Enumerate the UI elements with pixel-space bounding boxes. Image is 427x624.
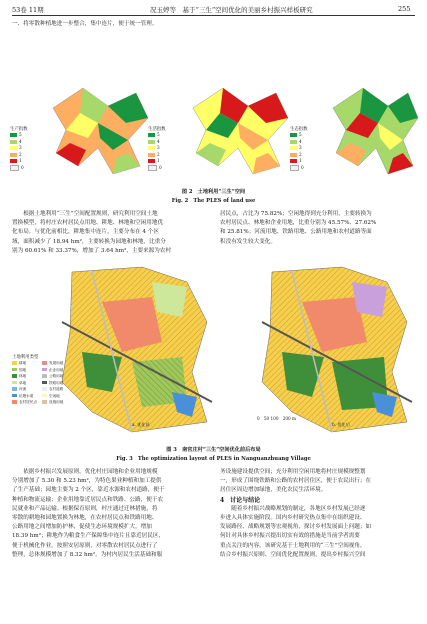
- text-line: 结合乡村振兴原则、空间优化配置规则，提出乡村振兴空间: [220, 551, 366, 558]
- text-line: 居住区周边增加绿地，美化农民生活环境。: [220, 487, 327, 494]
- legend-ecology: [290, 126, 308, 172]
- legend-item: [42, 393, 72, 399]
- legend-tick: 2: [299, 151, 302, 157]
- text-line: 步进入具体实施阶段。国内乡村研究热点集中在组织建设、: [220, 515, 366, 522]
- legend-item: [42, 373, 72, 379]
- legend-label: 企业用地: [49, 367, 64, 372]
- fig3-caption-en: Fig. 3 The optimization layout of PLES in Nanguanzhuang Village: [116, 456, 311, 462]
- legend-tick: 3: [299, 145, 302, 151]
- legend-swatch: [12, 394, 17, 398]
- text-line: 务设施建设提供空间；充分利用空闲用地将村庄规模规整划: [220, 469, 366, 475]
- figure-3-maps: [12, 262, 415, 440]
- running-title: 况玉婷等 基于“三生”空间优化的美丽乡村振兴样板研究: [150, 6, 313, 14]
- intro-line: 一、将零散种植地进一步整合，集中连片，便于统一管理。: [12, 21, 158, 27]
- text-line: 积没有发生较大变化。: [220, 238, 276, 245]
- legend-title: 生活指数: [148, 127, 166, 132]
- text-line: 和 25.81%；河流用地、铁路用地、公路用地和农村道路等面: [220, 229, 372, 236]
- legend-label: 设施用地: [49, 400, 64, 404]
- header-rule: [12, 15, 415, 16]
- para2-left: [12, 468, 207, 560]
- legend-swatch: [12, 387, 17, 391]
- panel-production: [53, 88, 148, 174]
- text-line: 便于机械化作业。按照安居原则，对零散农村居民点进行了: [12, 542, 158, 549]
- legend-item: [42, 399, 72, 405]
- figure-3: [12, 262, 415, 440]
- legend-swatch: [42, 394, 47, 398]
- legend-item: [12, 380, 42, 386]
- legend-tick: 3: [157, 145, 160, 151]
- legend-label: 公路用地: [49, 374, 64, 378]
- legend-production: [10, 126, 28, 172]
- legend-item: [12, 393, 42, 399]
- legend-title: 土地利用类型: [12, 355, 39, 360]
- legend-item: [12, 360, 42, 366]
- legend-tick: 4: [19, 138, 22, 144]
- text-line: 重点关注的内容。该研究基于土地利用的“三生”空间视角，: [220, 542, 366, 549]
- fig3-caption-cn: 图 3 南官庄村“三生”空间优化前后布局: [166, 447, 261, 453]
- panel-ecology: [333, 88, 418, 174]
- text-line: 域，面积减少了 18.94 hm²，主要转换为园地和林地，比重分: [12, 238, 166, 245]
- text-line: 置换模型，将村庄农村居民点用地、耕地、林地和空闲用地优: [12, 220, 164, 227]
- legend-item: [42, 367, 72, 373]
- legend-swatch: [12, 361, 17, 365]
- text-line: 分别增加了 5.30 和 5.23 hm²，为特色果业种植和加工提供: [12, 478, 162, 485]
- text-line: 18.39 hm²；耕地作为粮食生产保障集中连片且靠近居民区，: [12, 533, 165, 540]
- para2-right: [220, 468, 415, 560]
- text-line: 了生产基础；园地主要为 2 个区，靠近水源和农村道路，便于: [12, 487, 165, 494]
- legend-label: 空闲地: [49, 393, 60, 398]
- text-line: 何针对具体乡村振兴提出切实有效的措施是当前学者需要: [220, 533, 360, 540]
- legend-tick: 0: [159, 164, 162, 170]
- legend-tick: 2: [157, 151, 160, 157]
- legend-tick: 0: [21, 164, 24, 170]
- legend-swatch: [42, 387, 47, 391]
- legend-tick: 5: [157, 132, 160, 137]
- legend-tick: 1: [157, 158, 160, 164]
- legend-tick: 2: [19, 151, 22, 157]
- panel-living: [193, 88, 288, 174]
- legend-label: 耕地: [19, 361, 27, 365]
- legend-tick: 0: [301, 164, 304, 170]
- para1-left: [12, 210, 207, 256]
- scale-bar-ticks: 0 50 100 200: [257, 416, 291, 421]
- legend-swatch: [42, 361, 47, 365]
- legend-item: [12, 399, 42, 405]
- fig3-legend: [12, 354, 72, 406]
- legend-label: 河流: [19, 387, 27, 391]
- figure-2: [8, 78, 420, 178]
- legend-swatch: [12, 374, 17, 378]
- text-line: 整理，总体规模增加了 8.32 hm²，为村内居民生活基础和服: [12, 551, 163, 558]
- figure-2-maps: [8, 78, 420, 178]
- subfig-b-label: b. 优化后: [332, 422, 350, 427]
- legend-label: 发展用地: [49, 361, 64, 365]
- legend-label: 坑塘水面: [19, 393, 34, 398]
- legend-item: [12, 386, 42, 392]
- text-line: 化布局。与优化前相比，耕地集中连片，主要分布在 4 个区: [12, 229, 159, 236]
- legend-tick: 1: [299, 158, 302, 164]
- text-line: 农村居民点、林地和企业用地，比重分别为 45.57%、27.62%: [220, 220, 377, 227]
- legend-tick: 4: [299, 138, 302, 144]
- legend-tick: 3: [19, 145, 22, 151]
- text-line: 种植和物流运输；企业用地靠近居民点和铁路、公路，便于农: [12, 496, 164, 503]
- scale-bar-label: [257, 416, 296, 422]
- legend-swatch: [42, 368, 47, 372]
- legend-tick: 5: [299, 132, 302, 137]
- legend-swatch: [42, 381, 47, 385]
- map-after: [262, 267, 412, 432]
- legend-title: 生产指数: [10, 127, 28, 132]
- legend-title: 生态指数: [290, 127, 308, 132]
- legend-swatch: [12, 400, 17, 404]
- map-before: [62, 267, 212, 432]
- para1-right: [220, 210, 415, 247]
- text-line: 别为 60.61% 和 33.37%，增加了 3.64 hm²，主要来源为农村: [12, 247, 172, 254]
- text-line: 公路用地之间增加防护林，促使生态环境规模扩大，增加: [12, 524, 152, 531]
- legend-swatch: [42, 400, 47, 404]
- text-line: 根据土地利用“三生”空间配置规则，研究利用空间土地: [12, 211, 158, 217]
- scale-bar-unit: m: [292, 416, 297, 421]
- legend-item: [42, 380, 72, 386]
- legend-label: 草地: [19, 380, 27, 385]
- legend-swatch: [42, 374, 47, 378]
- legend-item: [42, 386, 72, 392]
- subfig-a-label: a. 优化前: [132, 422, 150, 427]
- page-number: 255: [398, 5, 411, 13]
- legend-item: [12, 373, 42, 379]
- legend-tick: 5: [19, 132, 22, 137]
- legend-swatch: [12, 381, 17, 385]
- text-line: 零散的耕地和园地置换为林地，在农村居民点和铁路用地、: [12, 515, 158, 522]
- text-line: 依据乡村振兴发展原则，优化村庄园地和企业用地规模: [12, 469, 158, 475]
- legend-label: 园地: [19, 367, 27, 372]
- text-line: 一，形成了围绕铁路和公路的农村居住区，便于农民出行；在: [220, 478, 372, 485]
- legend-label: 铁路用地: [49, 380, 64, 385]
- legend-living: [148, 126, 166, 172]
- text-line: 随着乡村振兴战略规划的制定，各地区乡村发展已经逐: [220, 505, 366, 512]
- fig2-caption-en: Fig. 2 The PLES of land use: [171, 198, 256, 204]
- legend-tick: 4: [157, 138, 160, 144]
- legend-label: 农村居民点: [19, 400, 37, 404]
- text-line: 民就业和产品运输。根据保育原则，村庄通过迁林措施，将: [12, 505, 158, 512]
- legend-label: 农村道路: [49, 387, 64, 391]
- legend-item: [42, 360, 72, 366]
- legend-tick: 1: [19, 158, 22, 164]
- legend-swatch: [12, 368, 17, 372]
- journal-volume: 53卷 11期: [12, 6, 44, 14]
- legend-label: 林地: [19, 374, 27, 378]
- text-line: 居民点，占比为 75.82%；空闲地得到充分利用，主要转换为: [220, 211, 372, 217]
- fig2-caption-cn: 图 2 土地利用“三生”空间: [181, 189, 246, 195]
- section-heading: 4 讨论与结论: [220, 496, 261, 504]
- legend-item: [12, 367, 42, 373]
- text-line: 发展路径、战略规划等宏观视角，探讨乡村发展面上问题；如: [220, 524, 372, 531]
